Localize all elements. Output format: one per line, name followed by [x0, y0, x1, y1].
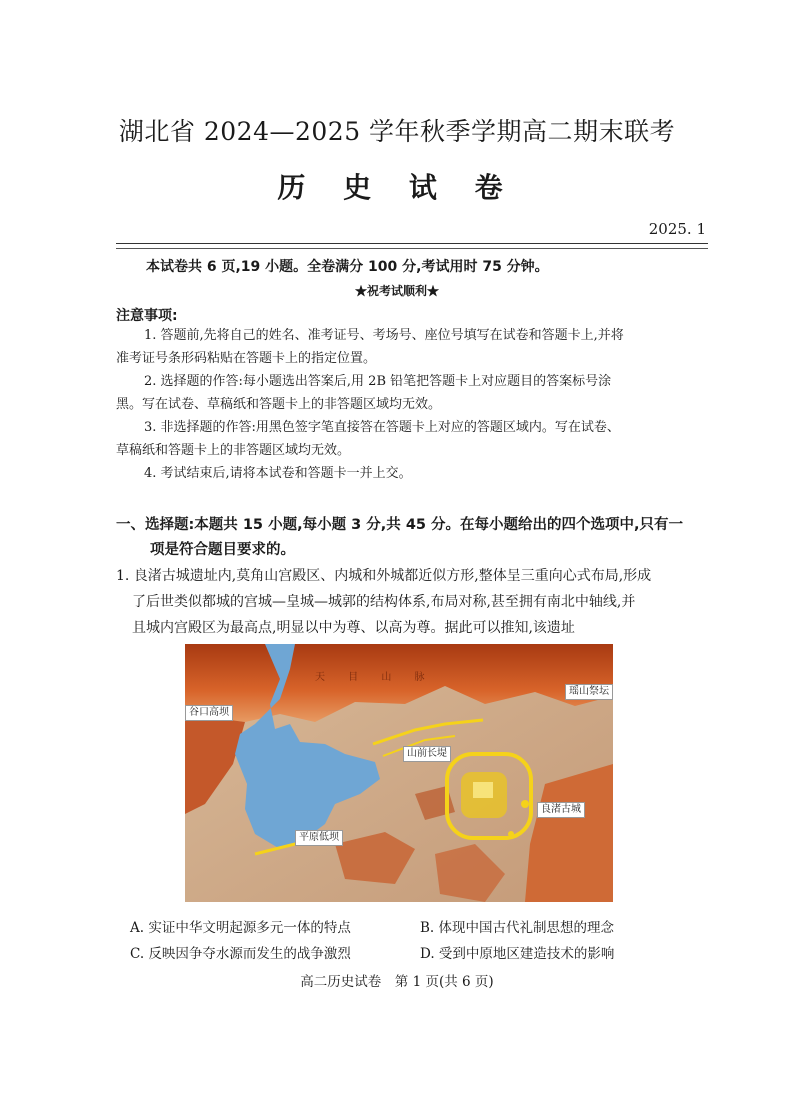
exam-date: 2025. 1	[648, 220, 706, 238]
question-1-stem	[116, 563, 706, 641]
map-label-liangzhu-city: 良渚古城	[537, 802, 585, 818]
good-luck-line: ★祝考试顺利★	[354, 284, 439, 298]
page-footer: 高二历史试卷 第 1 页(共 6 页)	[300, 974, 494, 990]
option-a: A. 实证中华文明起源多元一体的特点	[130, 920, 351, 936]
section-heading-cont: 项是符合题目要求的。	[150, 542, 295, 558]
option-c: C. 反映因争夺水源而发生的战争激烈	[130, 946, 351, 962]
note-item-1	[116, 325, 680, 370]
note-2-line1: 2. 选择题的作答:每小题选出答案后,用 2B 铅笔把答题卡上对应题目的答案标号涂	[144, 374, 612, 389]
question-1-line3: 且城内宫殿区为最高点,明显以中为尊、以高为尊。据此可以推知,该遗址	[132, 620, 575, 636]
question-1-line2: 了后世类似都城的宫城—皇城—城郭的结构体系,布局对称,甚至拥有南北中轴线,并	[132, 594, 636, 610]
option-b: B. 体现中国古代礼制思想的理念	[420, 920, 615, 936]
note-1-line1: 1. 答题前,先将自己的姓名、准考证号、考场号、座位号填写在试卷和答题卡上,并将	[144, 328, 624, 343]
exam-title: 湖北省 2024—2025 学年秋季学期高二期末联考	[118, 117, 676, 146]
note-3-line2: 草稿纸和答题卡上的非答题区域均无效。	[116, 442, 351, 458]
note-2-line2: 黑。写在试卷、草稿纸和答题卡上的非答题区域均无效。	[116, 396, 442, 412]
note-item-2	[116, 371, 680, 416]
note-item-4	[116, 463, 680, 486]
map-label-pingyuan-dam: 平原低坝	[295, 830, 343, 846]
subject-title: 历 史 试 卷	[277, 171, 517, 204]
note-1-line2: 准考证号条形码粘贴在答题卡上的指定位置。	[116, 350, 377, 366]
question-1-line1: 1. 良渚古城遗址内,莫角山宫殿区、内城和外城都近似方形,整体呈三重向心式布局,形成	[116, 568, 652, 584]
map-label-gukou-dam: 谷口高坝	[185, 705, 233, 721]
header-rule-thick	[116, 243, 708, 244]
map-label-mountains: 天 目 山 脉	[315, 672, 435, 683]
map-label-yaoshan-altar: 瑶山祭坛	[565, 684, 613, 700]
notes-title: 注意事项:	[116, 308, 178, 324]
liangzhu-site-map	[185, 644, 613, 902]
section-heading: 一、选择题:本题共 15 小题,每小题 3 分,共 45 分。在每小题给出的四个选项中,只有一	[116, 517, 684, 533]
map-label-shanqian-dike: 山前长堤	[403, 746, 451, 762]
note-4-line1: 4. 考试结束后,请将本试卷和答题卡一并上交。	[144, 466, 412, 481]
option-d: D. 受到中原地区建造技术的影响	[420, 946, 615, 962]
note-3-line1: 3. 非选择题的作答:用黑色签字笔直接答在答题卡上对应的答题区域内。写在试卷、	[144, 420, 620, 435]
exam-intro: 本试卷共 6 页,19 小题。全卷满分 100 分,考试用时 75 分钟。	[146, 259, 549, 275]
header-rule-thin	[116, 248, 708, 249]
note-item-3	[116, 417, 680, 462]
